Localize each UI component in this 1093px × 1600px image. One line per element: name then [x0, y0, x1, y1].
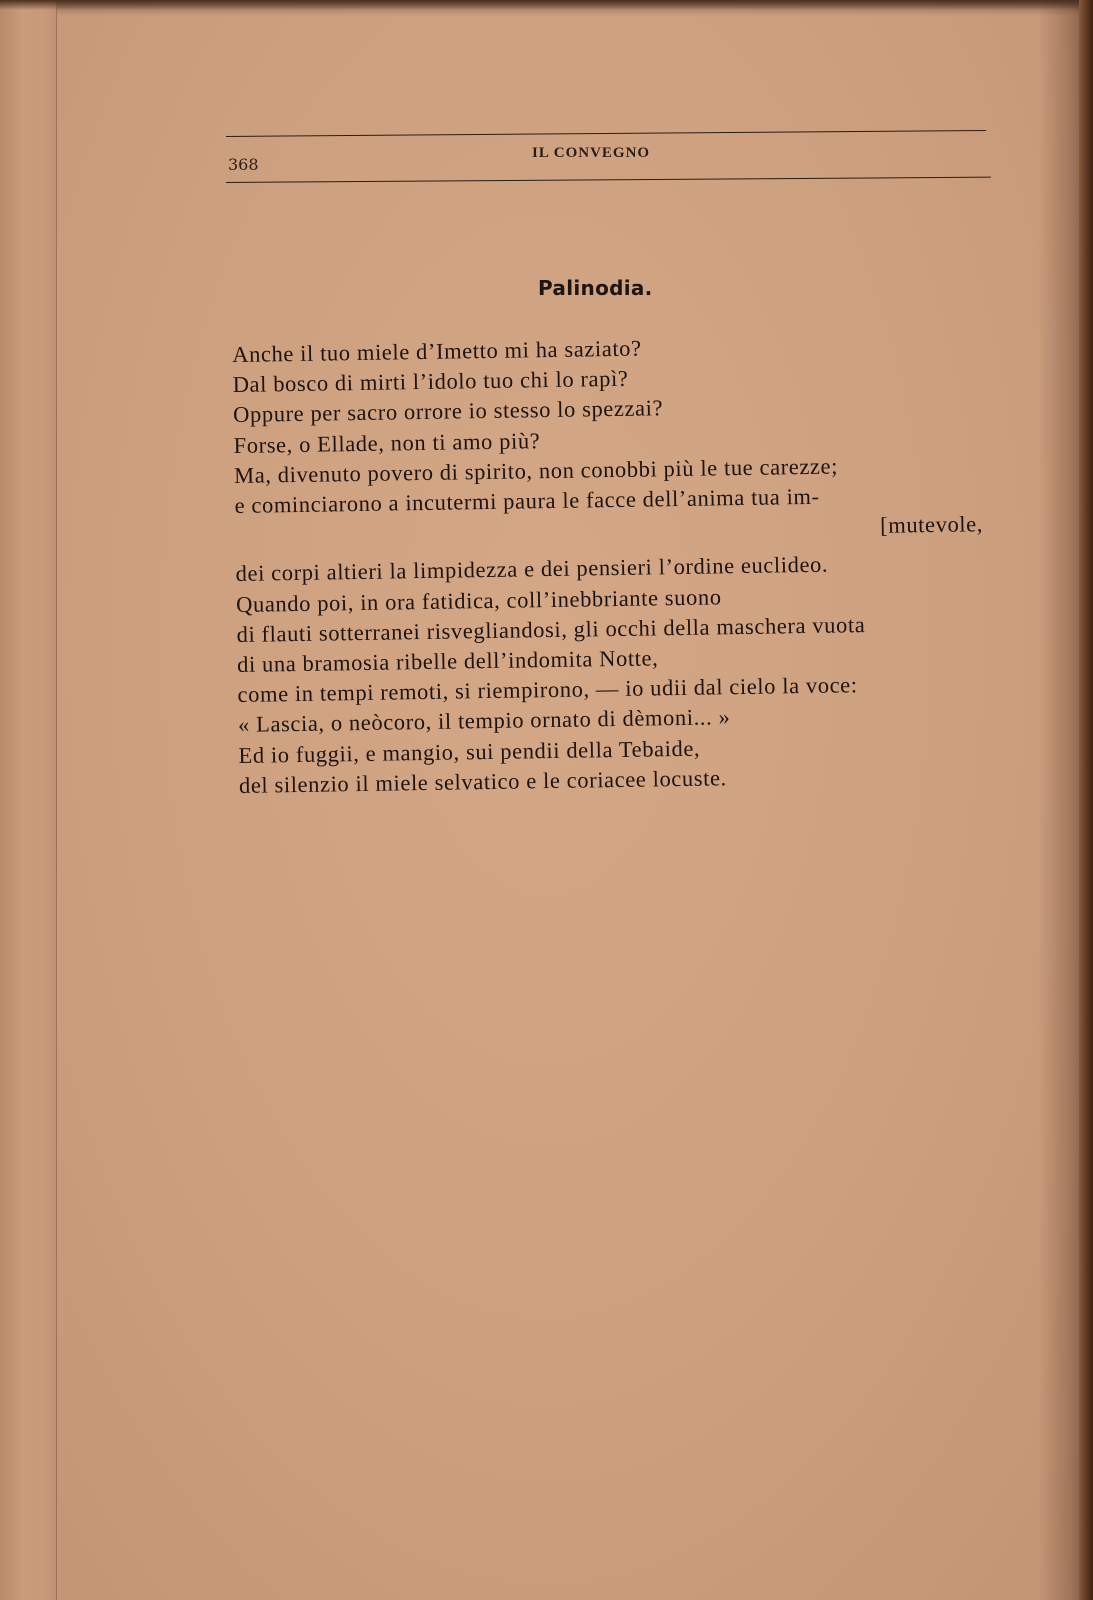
verse-line: come in tempi remoti, si riempirono, — io udii dal cielo la voce: — [237, 672, 858, 708]
page-header — [226, 128, 991, 188]
page-number: 368 — [228, 155, 259, 174]
header-rule-top — [226, 130, 986, 137]
verse-line: di flauti sotterranei risvegliandosi, gli occhi della maschera vuota — [236, 611, 866, 647]
running-head: IL CONVEGNO — [532, 145, 651, 161]
verse-line: Quando poi, in ora fatidica, coll’inebbriante suono — [235, 583, 722, 617]
verse-line: Oppure per sacro orrore io stesso lo spezzai? — [232, 395, 664, 428]
header-rule-bottom — [226, 177, 991, 183]
book-edge — [1079, 0, 1093, 1600]
top-edge-shadow — [0, 0, 1093, 10]
verse-line-continuation: [mutevole, — [879, 511, 984, 539]
verse-line: Anche il tuo miele d’Imetto mi ha saziato? — [232, 335, 642, 367]
verse-line: Ed io fuggii, e mangio, sui pendii della Tebaide, — [238, 735, 701, 768]
verse-line: e cominciarono a incutermi paura le facce dell’anima tua im- — [234, 483, 820, 518]
verse-line: dei corpi altieri la limpidezza e dei pensieri l’ordine euclideo. — [235, 552, 829, 587]
page-gutter — [0, 0, 57, 1600]
verse-line: « Lascia, o neòcoro, il tempio ornato di dèmoni... » — [237, 704, 731, 738]
verse-line: Forse, o Ellade, non ti amo più? — [233, 427, 541, 458]
poem-title: Palinodia. — [538, 276, 653, 300]
poem-body — [232, 328, 1009, 801]
verse-line: Ma, divenuto povero di spirito, non conobbi più le tue carezze; — [233, 453, 839, 488]
verse-line: Dal bosco di mirti l’idolo tuo chi lo rapì? — [232, 365, 629, 398]
verse-line: del silenzio il miele selvatico e le coriacee locuste. — [238, 765, 727, 798]
verse-line: di una bramosia ribelle dell’indomita Notte, — [236, 645, 659, 677]
